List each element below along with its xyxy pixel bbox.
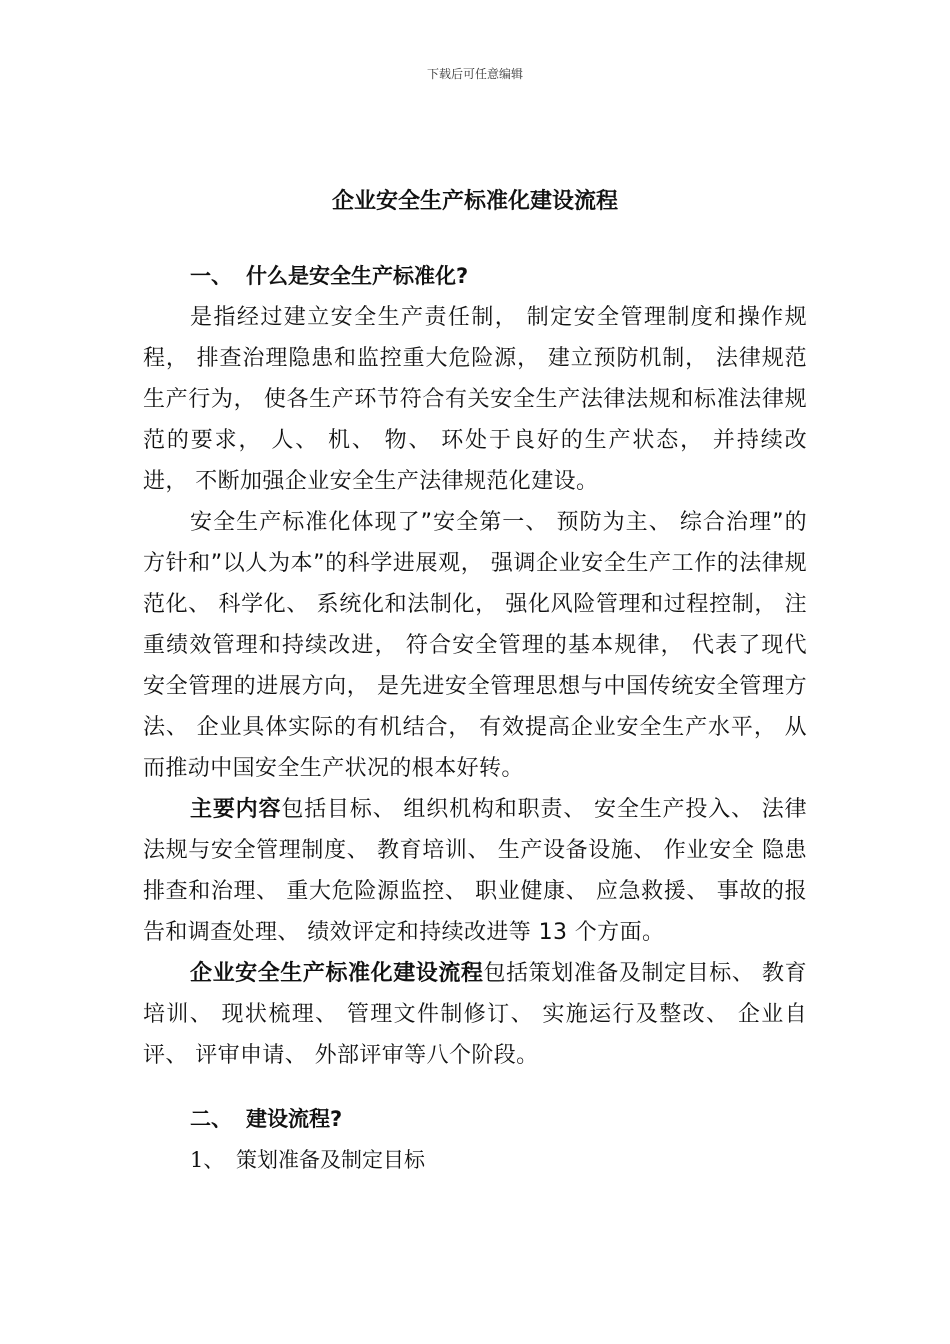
section-number: 二、 bbox=[190, 1107, 232, 1131]
section-title: 建设流程? bbox=[246, 1107, 343, 1131]
bold-lead: 主要内容 bbox=[190, 797, 282, 822]
paragraph-text: 包括目标、 组织机构和职责、 安全生产投入、 法律法规与安全管理制度、 教育培训、 生产设备设施、 作业安全 隐患排查和治理、 重大危险源监控、 职业健康、 应急救援、 事故的报告和调查处理、 绩效评定和持续改进等 13 个方面。 bbox=[143, 797, 807, 945]
subsection-heading-1 bbox=[143, 1140, 807, 1181]
paragraph-significance: 安全生产标准化体现了”安全第一、 预防为主、 综合治理”的方针和”以人为本”的科学进展观， 强调企业安全生产工作的法律规范化、 科学化、 系统化和法制化， 强化风险管理和过程控制， 注重绩效管理和持续改进， 符合安全管理的基本规律， 代表了现代安全管理的进展方向， 是先进安全管理思想与中国传统安全管理方法、 企业具体实际的有机结合， 有效提高企业安全生产水平， 从而推动中国安全生产状况的根本好转。 bbox=[143, 510, 807, 781]
paragraph-text: 包括策划准备及制定目标、 教育培训、 现状梳理、 管理文件制修订、 实施运行及整改、 企业自评、 评审申请、 外部评审等八个阶段。 bbox=[143, 961, 807, 1068]
paragraph-process-overview bbox=[143, 953, 807, 1076]
document-title: 企业安全生产标准化建设流程 bbox=[331, 189, 618, 214]
section-number: 一、 bbox=[190, 264, 232, 288]
header-note: 下载后可任意编辑 bbox=[426, 67, 523, 81]
subsection-number: 1、 bbox=[190, 1148, 225, 1172]
paragraph-main-content bbox=[143, 789, 807, 953]
paragraph-definition: 是指经过建立安全生产责任制， 制定安全管理制度和操作规程， 排查治理隐患和监控重大危险源， 建立预防机制， 法律规范生产行为， 使各生产环节符合有关安全生产法律法规和标准法律规范的要求， 人、 机、 物、 环处于良好的生产状态， 并持续改进， 不断加强企业安全生产法律规范化建设。 bbox=[143, 305, 807, 494]
section-heading-2 bbox=[143, 1099, 807, 1140]
section-heading-1 bbox=[143, 256, 807, 297]
section-title: 什么是安全生产标准化? bbox=[246, 264, 469, 288]
subsection-title: 策划准备及制定目标 bbox=[236, 1148, 425, 1172]
spacer bbox=[143, 1076, 807, 1099]
bold-lead: 企业安全生产标准化建设流程 bbox=[190, 961, 484, 986]
document-body bbox=[143, 256, 807, 1181]
